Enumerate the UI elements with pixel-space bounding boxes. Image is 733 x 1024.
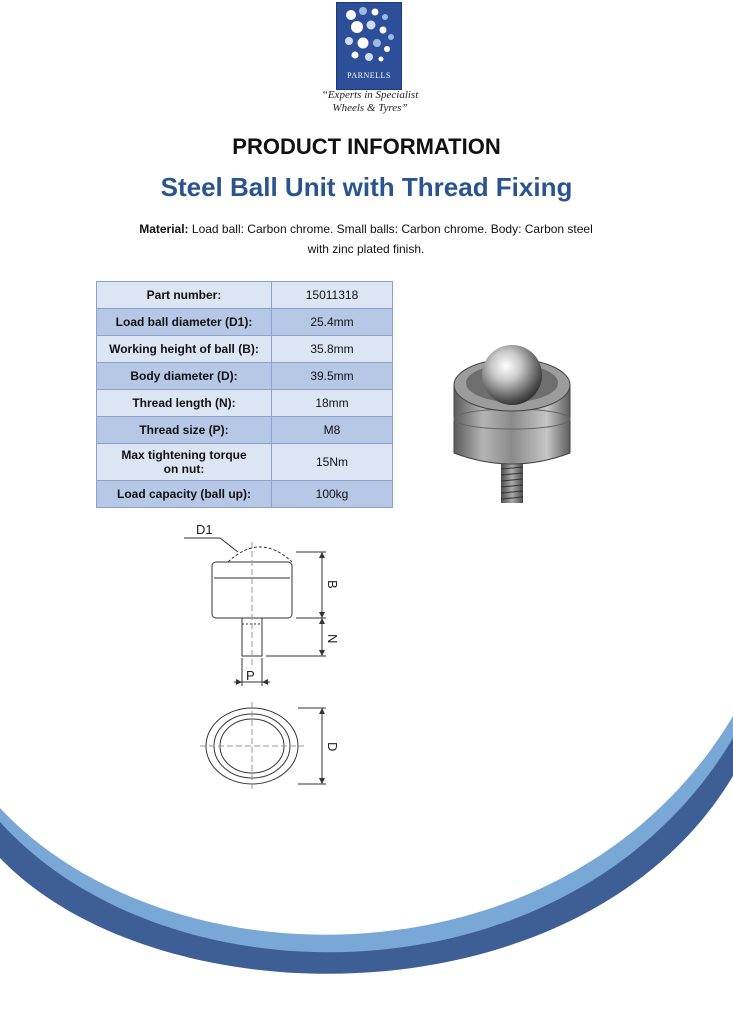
drawing-label-n: N (325, 634, 340, 644)
spec-label: Body diameter (D): (97, 363, 272, 390)
spec-label: Working height of ball (B): (97, 336, 272, 363)
spec-label: Thread size (P): (97, 417, 272, 444)
drawing-label-b: B (325, 580, 340, 589)
material-line-1: Load ball: Carbon chrome. Small balls: Carbon chrome. Body: Carbon steel (191, 222, 593, 236)
spec-row-working-height (97, 336, 393, 363)
spec-value: 15011318 (272, 282, 393, 309)
spec-row-thread-length (97, 390, 393, 417)
spec-label-line-2: on nut: (163, 462, 205, 476)
spec-row-body-diameter (97, 363, 393, 390)
drawing-label-p: P (246, 668, 255, 683)
spec-value: 18mm (272, 390, 393, 417)
logo-company-name: PARNELLS (347, 71, 391, 80)
page-heading: PRODUCT INFORMATION (232, 134, 501, 159)
logo-dots-graphic (337, 3, 401, 69)
material-description (126, 219, 606, 259)
spec-row-ball-diameter (97, 309, 393, 336)
material-label: Material: (139, 222, 189, 236)
product-photo (448, 335, 578, 507)
spec-label (97, 444, 272, 481)
spec-label: Load capacity (ball up): (97, 481, 272, 508)
drawing-ball-dome (228, 547, 292, 562)
footer-swoosh (0, 690, 733, 1024)
spec-value: 35.8mm (272, 336, 393, 363)
spec-value: 15Nm (272, 444, 393, 481)
spec-label: Thread length (N): (97, 390, 272, 417)
tagline-line-1: “Experts in Specialist (321, 89, 419, 101)
spec-row-part-number (97, 282, 393, 309)
spec-value: M8 (272, 417, 393, 444)
spec-row-load-capacity (97, 481, 393, 508)
spec-label: Load ball diameter (D1): (97, 309, 272, 336)
product-title: Steel Ball Unit with Thread Fixing (160, 172, 573, 202)
company-logo (336, 2, 402, 90)
spec-row-thread-size (97, 417, 393, 444)
spec-row-tightening-torque (97, 444, 393, 481)
spec-label-line-1: Max tightening torque (121, 448, 247, 462)
spec-value: 39.5mm (272, 363, 393, 390)
spec-value: 100kg (272, 481, 393, 508)
logo-tagline (250, 89, 490, 115)
drawing-label-d: D (325, 742, 340, 752)
spec-label: Part number: (97, 282, 272, 309)
material-line-2: with zinc plated finish. (307, 242, 425, 256)
spec-table (96, 281, 393, 508)
spec-value: 25.4mm (272, 309, 393, 336)
tagline-line-2: Wheels & Tyres” (332, 102, 408, 114)
drawing-label-d1: D1 (196, 522, 213, 537)
